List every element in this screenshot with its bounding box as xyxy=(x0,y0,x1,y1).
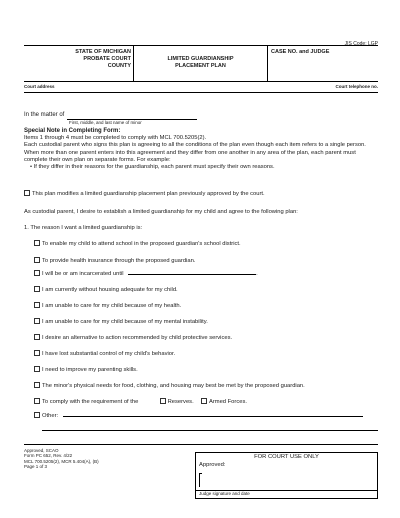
reason-text: I need to improve my parenting skills. xyxy=(42,367,138,373)
reason-checkbox[interactable] xyxy=(34,257,40,263)
intro-text: As custodial parent, I desire to establish a limited guardianship for my child and agree to the following plan: xyxy=(24,209,298,215)
modifies-text: This plan modifies a limited guardianship placement plan previously approved by the court. xyxy=(32,191,265,197)
reason-item xyxy=(34,286,178,293)
reason-item xyxy=(34,302,181,309)
reason-checkbox[interactable] xyxy=(34,350,40,356)
court-address-label: Court address xyxy=(24,84,55,89)
footer-divider xyxy=(24,444,378,445)
special-note xyxy=(24,128,376,171)
other-reason-continuation-line[interactable] xyxy=(42,430,378,431)
case-number-label: CASE NO. and JUDGE xyxy=(271,49,330,55)
reason-text: To provide health insurance through the proposed guardian. xyxy=(42,258,196,264)
reason-checkbox[interactable] xyxy=(34,270,40,276)
reason-text: To comply with the requirement of the xyxy=(42,399,139,405)
reason-checkbox[interactable] xyxy=(34,240,40,246)
reason-item xyxy=(34,240,241,247)
reason-checkbox[interactable] xyxy=(34,366,40,372)
reason-checkbox[interactable] xyxy=(34,398,40,404)
reason-checkbox[interactable] xyxy=(34,334,40,340)
form-footer xyxy=(24,448,99,470)
approved-label: Approved: xyxy=(199,462,226,468)
reason-item xyxy=(34,382,305,389)
case-number-field[interactable] xyxy=(267,46,378,81)
court-use-box xyxy=(195,452,378,499)
minor-name-sublabel: First, middle, and last name of minor xyxy=(69,120,142,125)
item1-label: 1. The reason I want a limited guardianship is: xyxy=(24,225,143,231)
court-use-title: FOR COURT USE ONLY xyxy=(254,454,319,460)
reserves-checkbox[interactable] xyxy=(160,398,166,404)
reason-checkbox[interactable] xyxy=(34,286,40,292)
reason-text: I have lost substantial control of my child's behavior. xyxy=(42,351,176,357)
state-name: STATE OF MICHIGAN xyxy=(75,49,131,55)
form-title-line2: PLACEMENT PLAN xyxy=(175,63,226,69)
court-info xyxy=(24,46,134,81)
page-number: Page 1 of 3 xyxy=(24,464,48,470)
armed-forces-checkbox[interactable] xyxy=(201,398,207,404)
reason-text: The minor's physical needs for food, clothing, and housing may best be met by the proposed guardian. xyxy=(42,383,305,389)
reason-item xyxy=(34,412,363,419)
form-title xyxy=(134,46,267,81)
form-number: Form PC 652, Rev. 4/22 xyxy=(24,453,73,459)
reason-item xyxy=(34,398,247,405)
special-note-p2: Each custodial parent who signs this plan is agreeing to all the conditions of the plan even though each item refers to a single person. When more than one parent enters into this agreement and they differ from one another in any area of the plan, each parent must complete their own plan on separate forms. For example: xyxy=(24,142,366,163)
modifies-row xyxy=(24,190,265,197)
jis-code: JIS Code: LGP xyxy=(344,41,378,47)
reason-item: I will be or am incarcerated until . xyxy=(34,270,258,277)
court-name: PROBATE COURT xyxy=(83,56,131,62)
modifies-checkbox[interactable] xyxy=(24,190,30,196)
reason-text: I desire an alternative to action recommended by child protective services. xyxy=(42,335,233,341)
reason-text: I am unable to care for my child because of my mental instability. xyxy=(42,319,208,325)
approved-mark xyxy=(199,473,202,487)
matter-label: In the matter of xyxy=(24,112,65,118)
reason-text: I am currently without housing adequate for my child. xyxy=(42,287,178,293)
reason-checkbox[interactable] xyxy=(34,382,40,388)
special-note-bullet: • If they differ in their reasons for the guardianship, each parent must specify their own reasons. xyxy=(30,164,275,171)
judge-signature-label: Judge signature and date xyxy=(199,491,250,496)
form-header xyxy=(24,45,378,82)
court-address-line xyxy=(24,92,378,93)
reason-checkbox[interactable] xyxy=(34,302,40,308)
reason-item xyxy=(34,366,138,373)
reason-item xyxy=(34,350,175,357)
form-title-line1: LIMITED GUARDIANSHIP xyxy=(167,56,234,62)
reason-item xyxy=(34,318,208,325)
reason-text: I will be or am incarcerated until xyxy=(42,271,124,277)
reason-text: I am unable to care for my child because of my health. xyxy=(42,303,182,309)
reason-checkbox[interactable] xyxy=(34,412,40,418)
other-reason-field[interactable] xyxy=(63,416,363,417)
reserves-label: Reserves. xyxy=(167,399,194,405)
reason-item xyxy=(34,334,232,341)
reason-checkbox[interactable] xyxy=(34,318,40,324)
statute-refs: MCL 700.5205(2), MCR 5.404(A), (B) xyxy=(24,458,99,464)
special-note-p1: Items 1 through 4 must be completed to comply with MCL 700.5205(2). xyxy=(24,135,207,142)
reason-item xyxy=(34,257,195,264)
special-note-title: Special Note in Completing Form: xyxy=(24,128,121,134)
incarceration-date-field[interactable] xyxy=(128,274,256,275)
approved-scao: Approved, SCAO xyxy=(24,448,59,453)
special-note-bullet-text: If they differ in their reasons for the guardianship, each parent must specify their own reasons. xyxy=(33,164,275,171)
armed-forces-label: Armed Forces. xyxy=(208,399,247,405)
reason-text: To enable my child to attend school in the proposed guardian's school district. xyxy=(42,241,241,247)
court-phone-label: Court telephone no. xyxy=(335,84,378,89)
reason-text: Other: xyxy=(42,413,59,419)
county-label: COUNTY xyxy=(107,63,131,69)
